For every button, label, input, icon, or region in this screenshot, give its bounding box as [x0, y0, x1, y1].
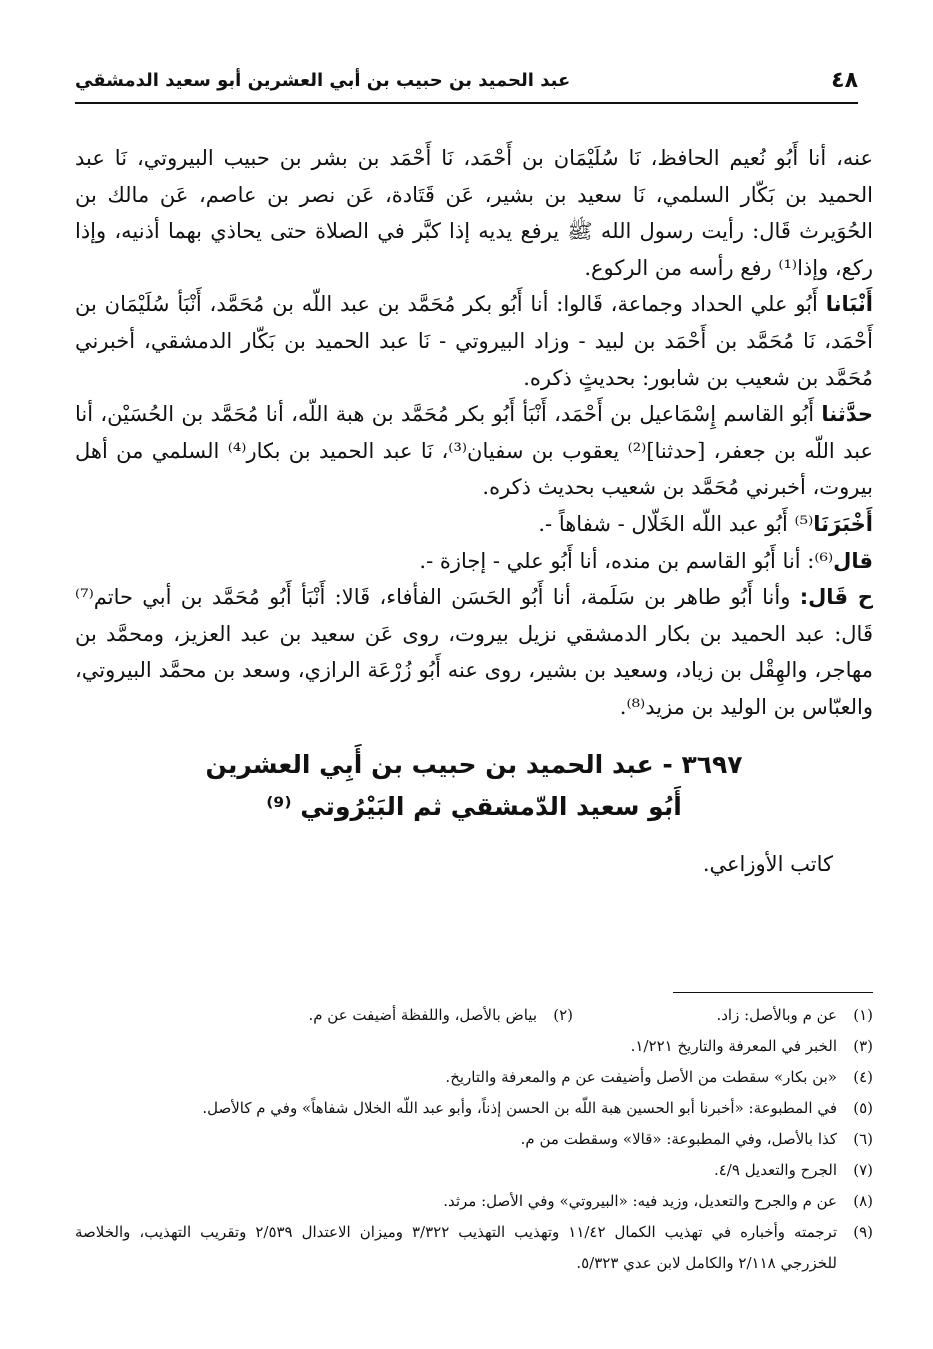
footnote-text: بياض بالأصل، واللفظة أضيفت عن م. — [308, 1006, 537, 1024]
paragraph-4 — [75, 506, 873, 543]
footnote-number: (٤) — [853, 1068, 873, 1086]
footnote-2 — [75, 1000, 573, 1031]
footnote-text: الجرح والتعديل ٤/٩. — [713, 1161, 837, 1179]
main-text — [75, 140, 873, 884]
footnote-divider — [673, 992, 873, 993]
footnote-number: (٧) — [853, 1161, 873, 1179]
entry-title-line-1: ٣٦٩٧ - عبد الحميد بن حبيب بن أَبِي العشرين — [205, 749, 743, 779]
entry-description: كاتب الأوزاعي. — [702, 851, 833, 876]
paragraph-1: عنه، أنا أَبُو نُعيم الحافظ، نَا سُلَيْمَان بن أَحْمَد، نَا أَحْمَد بن بشر بن حبيب البيروتي، نَا عبد الحميد بن بَكّار السلمي، نَا سعيد بن بشير، عَن قَتَادة، عَن نصر بن عاصم، عَن مالك بن الحُوَيرث قَال: رأيت رسول الله ﷺ يرفع يديه إذا كبَّر في الصلاة حتى يحاذي بهما أذنيه، وإذا ركع، وإذا⁽¹⁾ رفع رأسه من الركوع. — [75, 146, 873, 280]
footnotes — [75, 1000, 873, 1279]
footnote-text: كذا بالأصل، وفي المطبوعة: «قالا» وسقطت من م. — [520, 1130, 837, 1148]
paragraph-3-text: أَبُو القاسم إِسْمَاعيل بن أَحْمَد، أَنْبَأ أَبُو بكر مُحَمَّد بن هبة اللّه، أنا مُحَمَّد بن الحُسَيْن، أنا عبد اللّه بن جعفر، [حدثنا]⁽²⁾ يعقوب بن سفيان⁽³⁾، نَا عبد الحميد بن بكار⁽⁴⁾ السلمي من أهل بيروت، أخبرني مُحَمَّد بن شعيب بحديث ذكره. — [75, 402, 874, 500]
paragraph-2-text: أَبُو علي الحداد وجماعة، قَالوا: أنا أَبُو بكر مُحَمَّد بن عبد اللّه بن مُحَمَّد، أَنْبَأ سُلَيْمَان بن أَحْمَد، نَا مُحَمَّد بن أَحْمَد بن لبيد - وزاد البيروتي - نَا عبد الحميد بن بَكّار الدمشقي، أخبرني مُحَمَّد بن شعيب بن شابور: بحديثٍ ذكره. — [75, 292, 873, 390]
footnote-text: الخبر في المعرفة والتاريخ ١/٢٢١. — [630, 1037, 837, 1055]
footnote-5 — [75, 1093, 873, 1124]
paragraph-6-text: وأنا أَبُو طاهر بن سَلَمة، أنا أَبُو الحَسَن الفأفاء، قَالا: أَنْبَأ أَبُو مُحَمَّد بن أبي حاتم⁽⁷⁾ قَال: عبد الحميد بن بكار الدمشقي نزيل بيروت، روى عَن سعيد بن عبد العزيز، ومحمَّد بن مهاجر، والهِقْل بن زياد، وسعيد بن بشير، روى عنه أَبُو زُرْعَة الرازي، وسعد بن محمَّد البيروتي، والعبّاس بن الوليد بن مزيد⁽⁸⁾. — [75, 585, 873, 719]
footnote-6 — [75, 1124, 873, 1155]
footnote-7 — [75, 1155, 873, 1186]
paragraph-3 — [75, 396, 873, 506]
footnote-row — [75, 1000, 873, 1031]
paragraph-2-lead: أَنْبَانا — [825, 292, 873, 317]
page-header — [75, 62, 858, 104]
paragraph-4-lead: أَخْبَرَنَا — [813, 511, 873, 536]
paragraph-6 — [75, 579, 873, 725]
paragraph-4-text: ⁽⁵⁾ أَبُو عبد اللّه الخَلّال - شفاهاً -. — [538, 511, 814, 536]
footnote-number: (٦) — [853, 1130, 873, 1148]
footnote-number: (١) — [853, 1006, 873, 1024]
paragraph-6-lead: ح قَال: — [799, 585, 874, 610]
entry-heading — [75, 744, 873, 828]
footnote-9 — [75, 1217, 873, 1279]
footnote-number: (٢) — [553, 1006, 573, 1024]
footnote-text: عن م وبالأصل: زاد. — [716, 1006, 837, 1024]
page-number: ٤٨ — [831, 68, 858, 93]
paragraph-5-lead: قال — [833, 548, 873, 573]
footnote-text: عن م والجرح والتعديل، وزيد فيه: «البيروتي» وفي الأصل: مرثد. — [443, 1192, 837, 1210]
footnote-8 — [75, 1186, 873, 1217]
footnote-4 — [75, 1062, 873, 1093]
paragraph-2 — [75, 286, 873, 396]
footnote-1 — [573, 1000, 873, 1031]
footnote-number: (٩) — [853, 1223, 873, 1241]
footnote-number: (٨) — [853, 1192, 873, 1210]
paragraph-3-lead: حدَّثنا — [821, 402, 873, 427]
running-title: عبد الحميد بن حبيب بن أبي العشرين أبو سعيد الدمشقي — [75, 70, 571, 91]
footnote-text: في المطبوعة: «أخبرنا أبو الحسين هبة اللّه بن الحسن إذناً، وأبو عبد اللّه الخلال شفاهاً» وفي م كالأصل. — [202, 1099, 837, 1117]
footnote-number: (٥) — [853, 1099, 873, 1117]
footnote-number: (٣) — [853, 1037, 873, 1055]
entry-title-line-2: أَبُو سعيد الدّمشقي ثم البَيْرُوتي ⁽⁹⁾ — [266, 791, 682, 821]
footnote-text: ترجمته وأخباره في تهذيب الكمال ١١/٤٢ وتهذيب التهذيب ٣/٣٢٢ وميزان الاعتدال ٢/٥٣٩ وتقريب التهذيب، والخلاصة للخزرجي ٢/١١٨ والكامل لابن عدي ٥/٣٢٣. — [75, 1223, 838, 1272]
footnote-3 — [75, 1031, 873, 1062]
footnote-text: «بن بكار» سقطت من الأصل وأضيفت عن م والمعرفة والتاريخ. — [445, 1068, 837, 1086]
paragraph-5 — [75, 543, 873, 580]
paragraph-5-text: ⁽⁶⁾: أنا أَبُو القاسم بن منده، أنا أَبُو علي - إجازة -. — [419, 548, 834, 573]
